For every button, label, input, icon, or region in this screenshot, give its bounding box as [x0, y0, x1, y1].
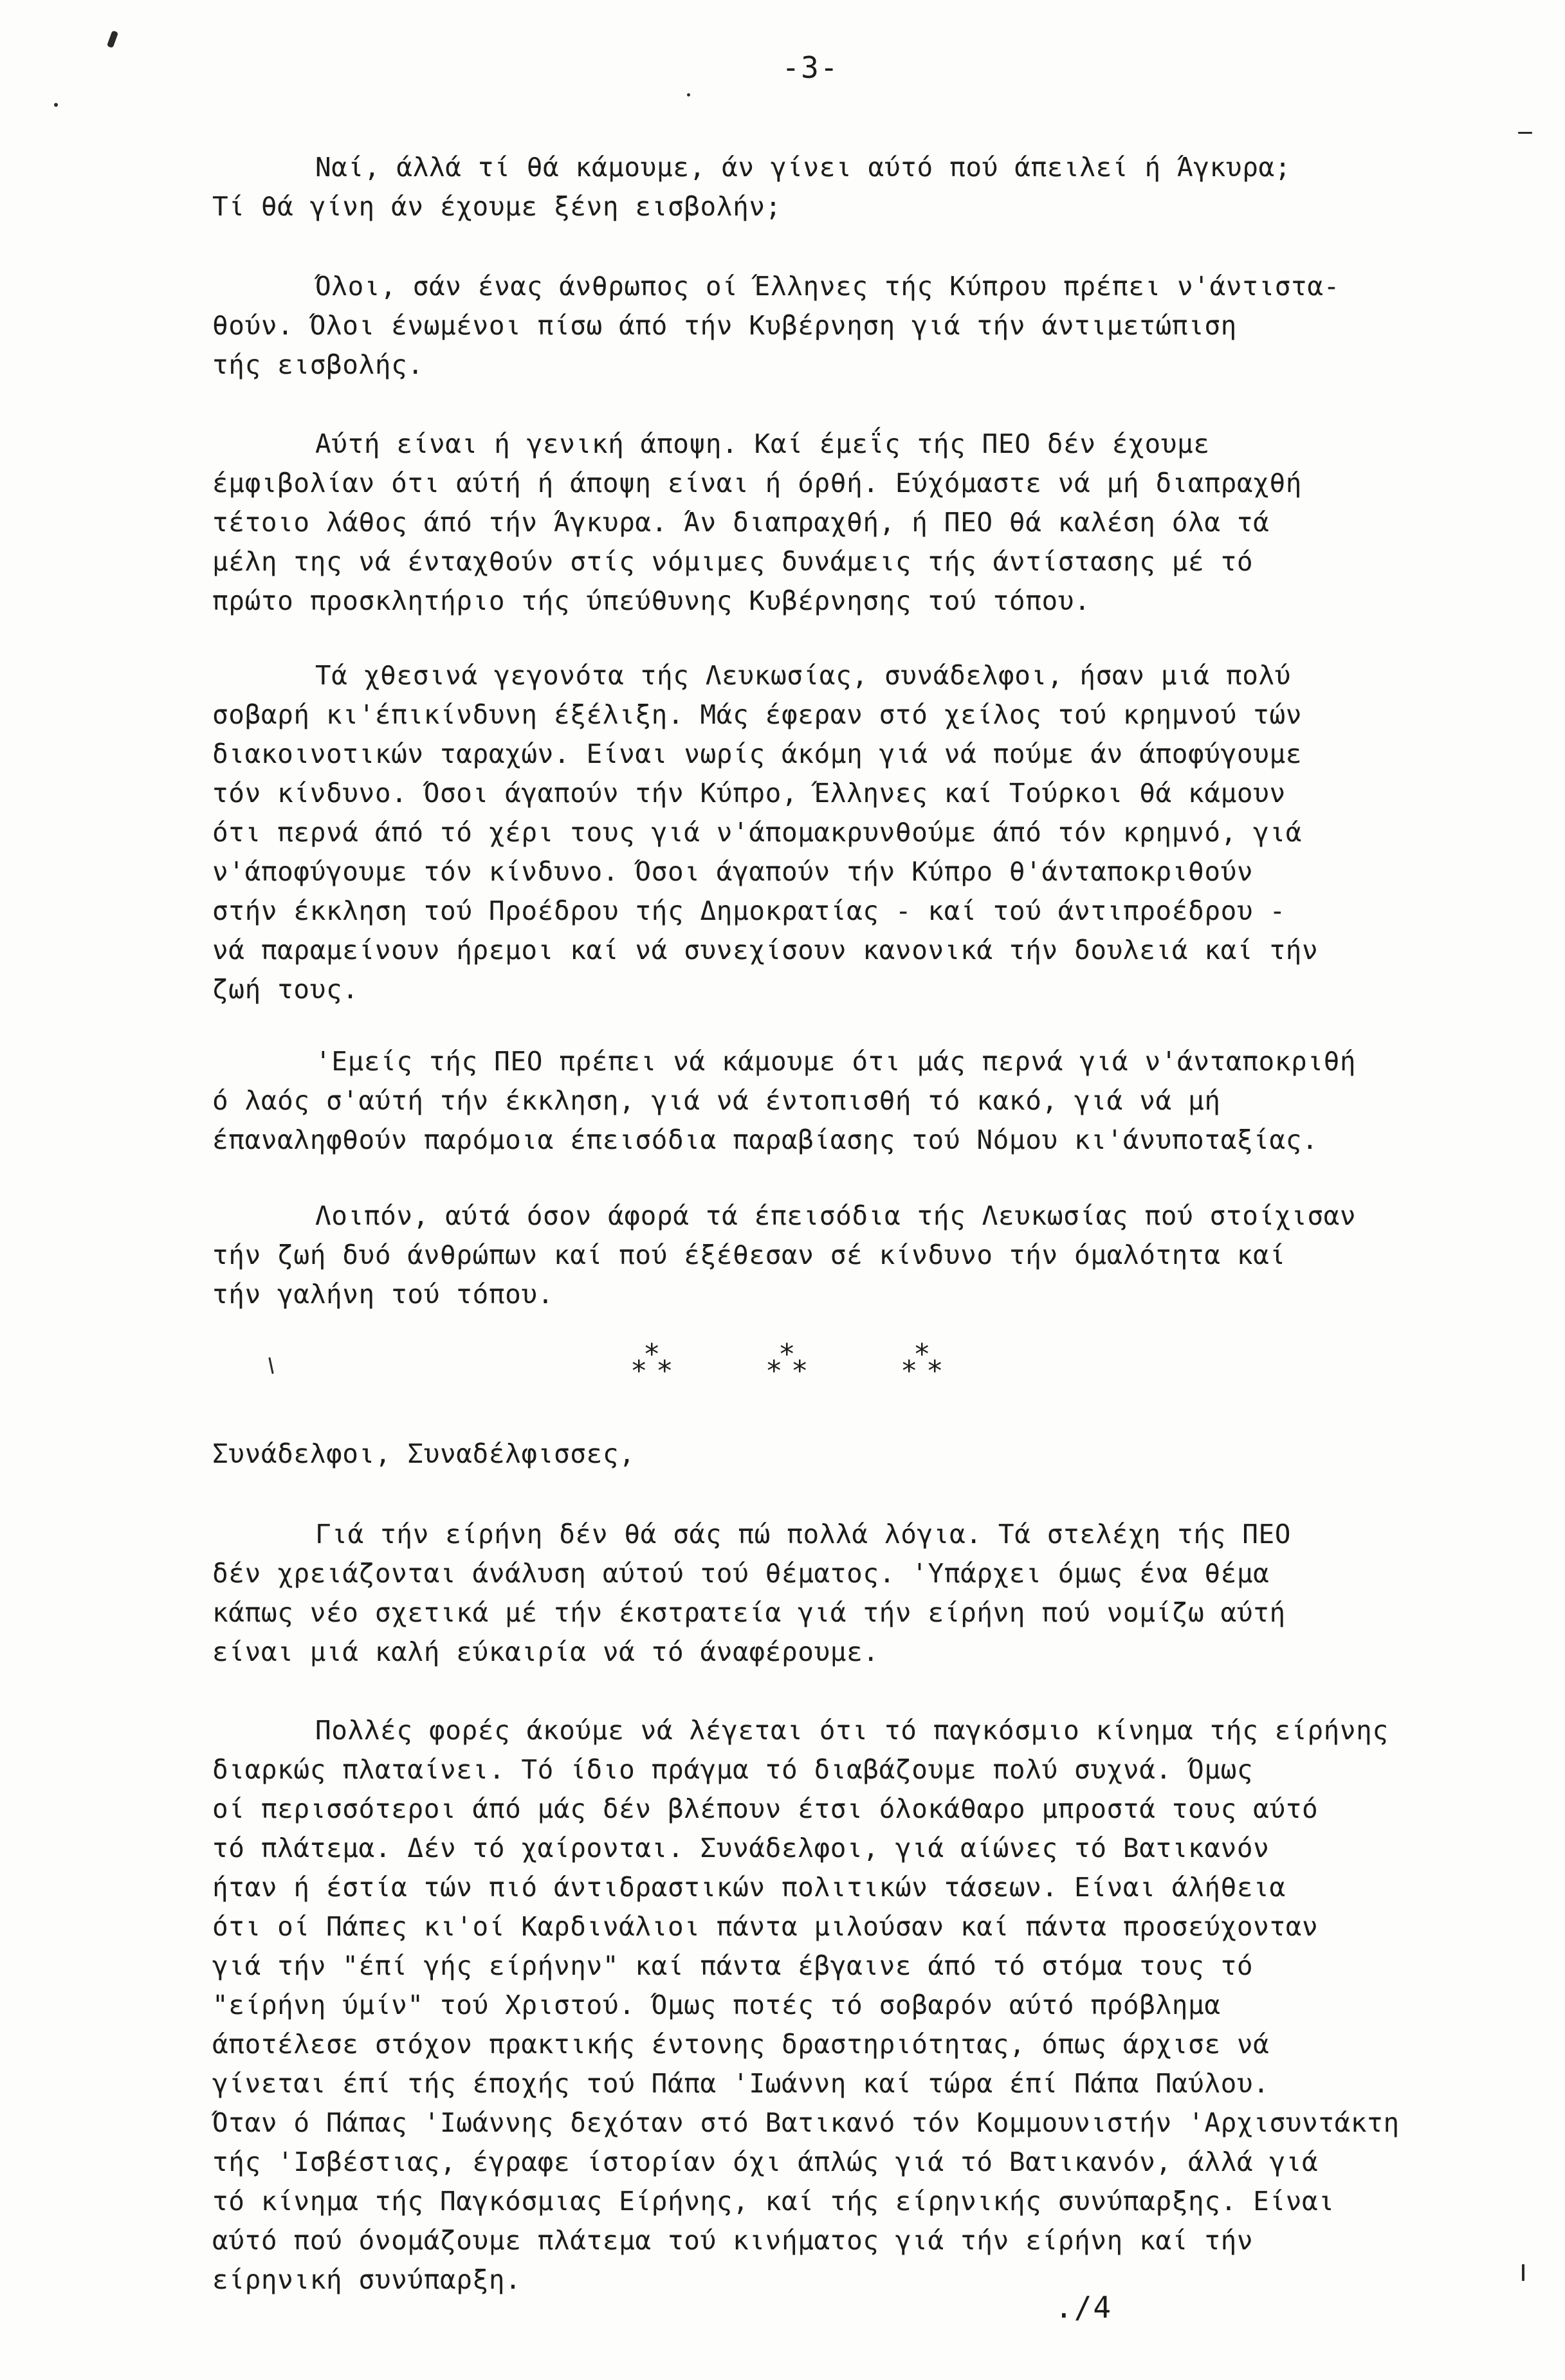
- text-line: αύτό πού όνομάζουμε πλάτεμα τού κινήματος γιά τήν είρήνη καί τήν: [212, 2225, 1254, 2256]
- text-line: Γιά τήν είρήνη δέν θά σάς πώ πολλά λόγια. Τά στελέχη τής ΠΕΟ: [315, 1519, 1292, 1550]
- paragraph-1: [212, 148, 1492, 226]
- paragraph-2: [212, 267, 1492, 385]
- text-line: Τά χθεσινά γεγονότα τής Λευκωσίας, συνάδελφοι, ήσαν μιά πολύ: [315, 660, 1292, 691]
- text-line: τό πλάτεμα. Δέν τό χαίρονται. Συνάδελφοι, γιά αίώνες τό Βατικανόν: [212, 1833, 1270, 1863]
- text-line: στήν έκκληση τού Προέδρου τής Δημοκρατίας - καί τού άντιπροέδρου -: [212, 895, 1286, 926]
- scan-speck: [107, 30, 118, 48]
- text-line: σοβαρή κι'έπικίνδυνη έξέλιξη. Μάς έφεραν στό χείλος τού κρημνού τών: [212, 699, 1303, 730]
- text-line: Αύτή είναι ή γενική άποψη. Καί έμεΐς τής ΠΕΟ δέν έχουμε: [315, 428, 1210, 459]
- asterisk-group: * * *: [901, 1338, 944, 1387]
- text-line: ήταν ή έστία τών πιό άντιδραστικών πολιτικών τάσεων. Είναι άλήθεια: [212, 1872, 1286, 1903]
- paragraph-8: [212, 1515, 1492, 1672]
- text-line: τής εισβολής.: [212, 349, 424, 380]
- text-line: γιά τήν "έπί γής είρήνην" καί πάντα έβγαινε άπό τό στόμα τους τό: [212, 1950, 1254, 1981]
- text-line: διαρκώς πλαταίνει. Τό ίδιο πράγμα τό διαβάζουμε πολύ συχνά. Όμως: [212, 1754, 1254, 1785]
- section-break: [630, 1338, 991, 1409]
- text-line: τέτοιο λάθος άπό τήν Άγκυρα. Άν διαπραχθή, ή ΠΕΟ θά καλέση όλα τά: [212, 507, 1270, 538]
- text-line: ό λαός σ'αύτή τήν έκκληση, γιά νά έντοπισθή τό κακό, γιά νά μή: [212, 1085, 1221, 1116]
- text-line: Λοιπόν, αύτά όσον άφορά τά έπεισόδια τής Λευκωσίας πού στοίχισαν: [315, 1200, 1357, 1231]
- text-line: κάπως νέο σχετικά μέ τήν έκστρατεία γιά τήν είρήνη πού νομίζω αύτή: [212, 1597, 1286, 1628]
- text-line: είρηνική συνύπαρξη.: [212, 2264, 522, 2295]
- text-line: είναι μιά καλή εύκαιρία νά τό άναφέρουμε.: [212, 1636, 879, 1667]
- text-line: ότι περνά άπό τό χέρι τους γιά ν'άπομακρυνθούμε άπό τόν κρημνό, γιά: [212, 817, 1303, 848]
- text-line: οί περισσότεροι άπό μάς δέν βλέπουν έτσι όλοκάθαρο μπροστά τους αύτό: [212, 1793, 1319, 1824]
- text-line: τήν ζωή δυό άνθρώπων καί πού έξέθεσαν σέ κίνδυνο τήν όμαλότητα καί: [212, 1240, 1286, 1270]
- text-line: ν'άποφύγουμε τόν κίνδυνο. Όσοι άγαπούν τήν Κύπρο θ'άνταποκριθούν: [212, 856, 1254, 887]
- text-line: πρώτο προσκλητήριο τής ύπεύθυνης Κυβέρνησης τού τόπου.: [212, 585, 1091, 616]
- scan-speck: [268, 1357, 273, 1374]
- scan-speck: [687, 93, 690, 96]
- paragraph-3: [212, 425, 1492, 621]
- text-line: Όταν ό Πάπας 'Ιωάννης δεχόταν στό Βατικανό τόν Κομμουνιστήν 'Αρχισυντάκτη: [212, 2107, 1400, 2138]
- text-line: έπαναληφθούν παρόμοια έπεισόδια παραβίασης τού Νόμου κι'άνυποταξίας.: [212, 1124, 1319, 1155]
- text-line: μέλη της νά ένταχθούν στίς νόμιμες δυνάμεις τής άντίστασης μέ τό: [212, 546, 1254, 577]
- text-line: δέν χρειάζονται άνάλυση αύτού τού θέματος. 'Υπάρχει όμως ένα θέμα: [212, 1558, 1270, 1589]
- paragraph-5: [212, 1042, 1492, 1160]
- scan-speck: [1522, 2264, 1524, 2281]
- text-line: νά παραμείνουν ήρεμοι καί νά συνεχίσουν κανονικά τήν δουλειά καί τήν: [212, 935, 1319, 966]
- text-line: γίνεται έπί τής έποχής τού Πάπα 'Ιωάννη καί τώρα έπί Πάπα Παύλου.: [212, 2068, 1270, 2099]
- text-line: άποτέλεσε στόχον πρακτικής έντονης δραστηριότητας, όπως άρχισε νά: [212, 2029, 1270, 2060]
- asterisk-group: * * *: [765, 1338, 809, 1387]
- page-number: -3-: [782, 50, 839, 85]
- continuation-marker: ./4: [1055, 2290, 1113, 2325]
- scan-speck: [54, 103, 58, 107]
- text-line: Συνάδελφοι, Συναδέλφισσες,: [212, 1438, 636, 1469]
- text-line: τόν κίνδυνο. Όσοι άγαπούν τήν Κύπρο, Έλληνες καί Τούρκοι θά κάμουν: [212, 778, 1286, 809]
- paragraph-6: [212, 1196, 1492, 1314]
- text-line: Όλοι, σάν ένας άνθρωπος οί Έλληνες τής Κύπρου πρέπει ν'άντιστα-: [315, 271, 1340, 302]
- text-line: 'Εμείς τής ΠΕΟ πρέπει νά κάμουμε ότι μάς περνά γιά ν'άνταποκριθή: [315, 1046, 1357, 1077]
- text-line: Ναί, άλλά τί θά κάμουμε, άν γίνει αύτό πού άπειλεί ή Άγκυρα;: [315, 152, 1292, 183]
- text-line: ζωή τους.: [212, 974, 359, 1005]
- text-line: τής 'Ισβέστιας, έγραφε ίστορίαν όχι άπλώς γιά τό Βατικανόν, άλλά γιά: [212, 2147, 1319, 2177]
- salutation: [212, 1434, 1492, 1474]
- text-line: έμφιβολίαν ότι αύτή ή άποψη είναι ή όρθή. Εύχόμαστε νά μή διαπραχθή: [212, 468, 1303, 499]
- text-line: τήν γαλήνη τού τόπου.: [212, 1279, 554, 1310]
- text-line: Τί θά γίνη άν έχουμε ξένη εισβολήν;: [212, 191, 782, 222]
- text-line: ότι οί Πάπες κι'οί Καρδινάλιοι πάντα μιλούσαν καί πάντα προσεύχονταν: [212, 1911, 1319, 1942]
- text-line: διακοινοτικών ταραχών. Είναι νωρίς άκόμη γιά νά πούμε άν άποφύγουμε: [212, 738, 1303, 769]
- text-line: τό κίνημα τής Παγκόσμιας Είρήνης, καί τής είρηνικής συνύπαρξης. Είναι: [212, 2186, 1335, 2217]
- asterisk-group: * * *: [630, 1338, 673, 1387]
- text-line: Πολλές φορές άκούμε νά λέγεται ότι τό παγκόσμιο κίνημα τής είρήνης: [315, 1715, 1389, 1746]
- text-line: θούν. Όλοι ένωμένοι πίσω άπό τήν Κυβέρνηση γιά τήν άντιμετώπιση: [212, 310, 1237, 341]
- scan-speck: [1518, 132, 1532, 134]
- text-line: "είρήνη ύμίν" τού Χριστού. Όμως ποτές τό σοβαρόν αύτό πρόβλημα: [212, 1990, 1221, 2020]
- paragraph-9: [212, 1711, 1492, 2300]
- paragraph-4: [212, 656, 1492, 1009]
